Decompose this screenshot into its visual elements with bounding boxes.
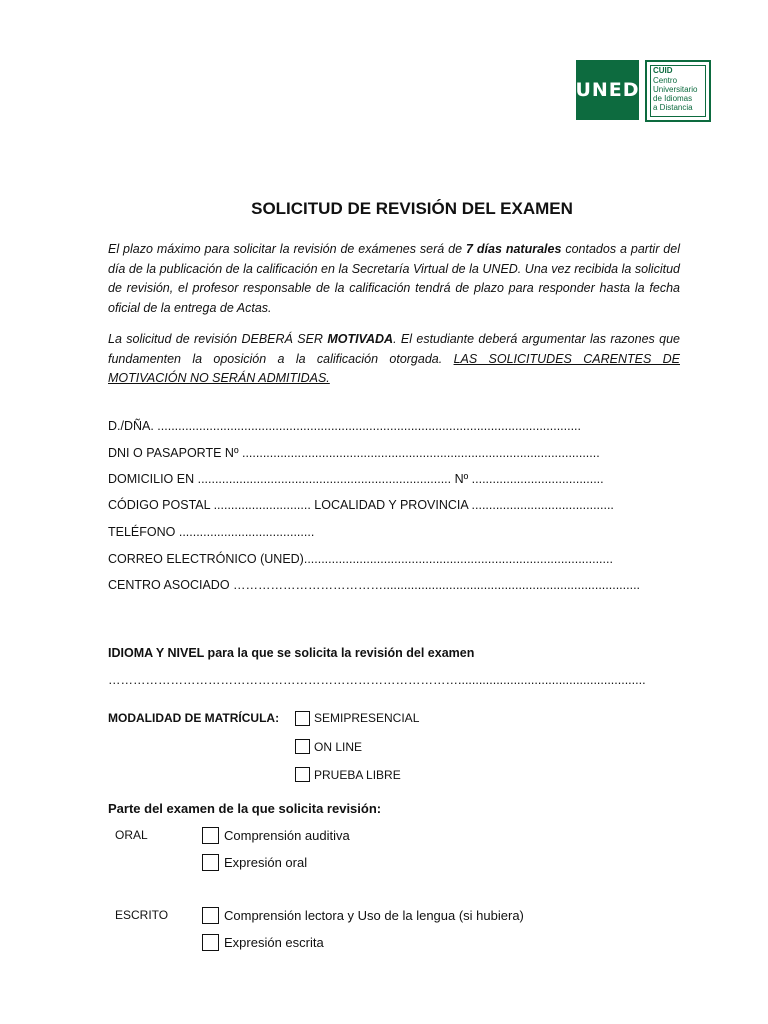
expresion-oral-checkbox[interactable] <box>202 854 219 871</box>
prueba-libre-checkbox[interactable] <box>295 767 310 782</box>
cuid-logo <box>645 60 711 122</box>
name-field[interactable]: D./DÑA. .......................................................................................................................... <box>108 419 582 433</box>
cuid-logo-line: a Distancia <box>653 103 693 112</box>
expresion-escrita-checkbox[interactable] <box>202 934 219 951</box>
expresion-escrita-label: Expresión escrita <box>224 935 324 950</box>
address-field[interactable]: DOMICILIO EN ......................................................................... Nº ...................................... <box>108 472 604 486</box>
cuid-logo-line: de Idiomas <box>653 94 693 103</box>
comprension-lectora-checkbox[interactable] <box>202 907 219 924</box>
deadline-text-2: contados a partir del día de la publicación de la calificación en la Secretaría Virtual de la UNED. Una vez recibida la solicitud de revisión, el profesor responsable de la calificación tendrá de plazo para responder hasta la fecha oficial de la entrega de Actas. <box>108 242 680 315</box>
online-checkbox[interactable] <box>295 739 310 754</box>
cuid-logo-line: Universitario <box>653 85 698 94</box>
email-field[interactable]: CORREO ELECTRÓNICO (UNED)......................................................................................... <box>108 552 613 566</box>
motivation-warning: LAS SOLICITUDES CARENTES DE MOTIVACIÓN NO SERÁN ADMITIDAS. <box>108 351 680 385</box>
postal-code-field[interactable]: CÓDIGO POSTAL ............................ LOCALIDAD Y PROVINCIA ......................................... <box>108 498 614 512</box>
motivation-bold: MOTIVADA <box>327 332 394 346</box>
escrito-label: ESCRITO <box>115 908 169 922</box>
oral-label: ORAL <box>115 828 148 842</box>
dni-field[interactable]: DNI O PASAPORTE Nº ....................................................................................................... <box>108 446 600 460</box>
language-level-field[interactable]: …………………………………………………………………………...................................................... <box>108 673 646 687</box>
motivation-text-2: . El estudiante deberá argumentar las razones que fundamenten la oposición a la calificación otorgada. <box>108 332 681 366</box>
comprension-auditiva-label: Comprensión auditiva <box>224 828 350 843</box>
comprension-auditiva-checkbox[interactable] <box>202 827 219 844</box>
motivation-paragraph <box>108 330 680 389</box>
phone-field[interactable]: TELÉFONO ....................................... <box>108 525 315 539</box>
cuid-logo-line: CUID <box>653 66 673 75</box>
online-label: ON LINE <box>314 740 363 754</box>
language-level-label: IDIOMA Y NIVEL para la que se solicita la revisión del examen <box>108 646 475 660</box>
deadline-text-1: El plazo máximo para solicitar la revisión de exámenes será de <box>108 242 466 256</box>
center-field[interactable]: CENTRO ASOCIADO ……………………………….......................................................................... <box>108 578 641 592</box>
comprension-lectora-label: Comprensión lectora y Uso de la lengua (si hubiera) <box>224 908 524 923</box>
exam-part-label: Parte del examen de la que solicita revisión: <box>108 801 382 816</box>
deadline-paragraph <box>108 240 680 318</box>
page-title-text: SOLICITUD DE REVISIÓN DEL EXAMEN <box>251 199 573 218</box>
motivation-text-1: La solicitud de revisión DEBERÁ SER <box>108 332 328 346</box>
deadline-days: 7 días naturales <box>466 242 562 256</box>
cuid-logo-line: Centro <box>653 76 678 85</box>
enrollment-mode-label: MODALIDAD DE MATRÍCULA: <box>108 711 280 725</box>
page-title <box>0 199 768 219</box>
expresion-oral-label: Expresión oral <box>224 855 308 870</box>
uned-logo-text: UNED <box>575 79 640 101</box>
uned-logo <box>576 60 639 120</box>
semipresencial-label: SEMIPRESENCIAL <box>314 711 420 725</box>
prueba-libre-label: PRUEBA LIBRE <box>314 768 401 782</box>
semipresencial-checkbox[interactable] <box>295 711 310 726</box>
